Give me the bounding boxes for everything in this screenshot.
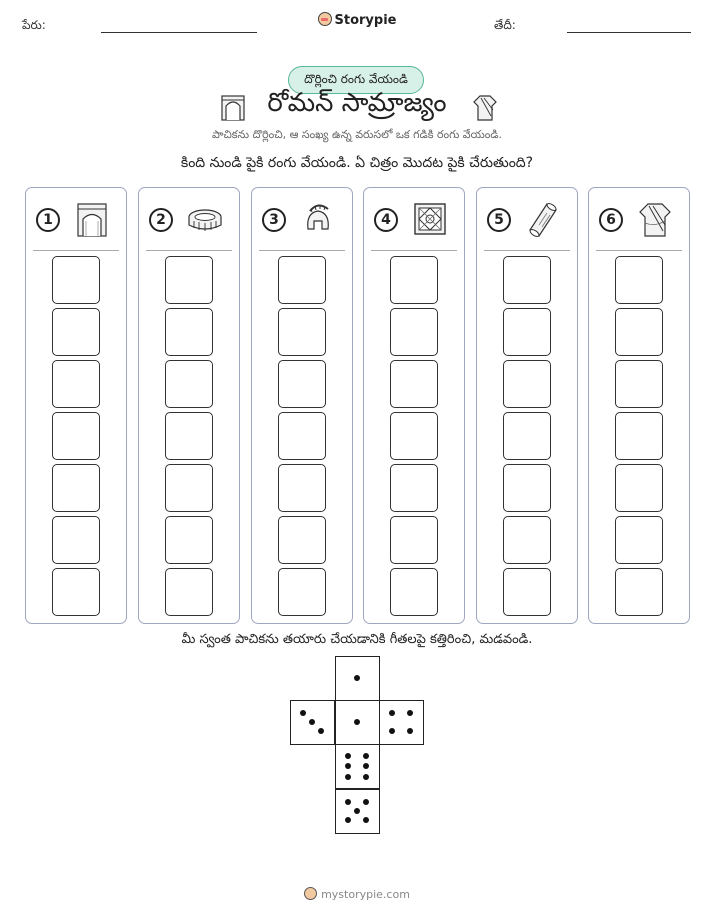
color-cell[interactable] xyxy=(278,256,326,304)
color-cell[interactable] xyxy=(165,568,213,616)
footer xyxy=(0,887,714,901)
date-line[interactable] xyxy=(567,32,691,33)
dice-pip xyxy=(318,728,324,734)
color-cell[interactable] xyxy=(165,412,213,460)
storypie-bear-icon xyxy=(304,887,317,900)
color-cell[interactable] xyxy=(503,360,551,408)
column-number: 2 xyxy=(149,208,173,232)
color-cell[interactable] xyxy=(165,360,213,408)
dice-pip xyxy=(345,753,351,759)
column-number: 6 xyxy=(599,208,623,232)
dice-pip xyxy=(345,817,351,823)
color-cell[interactable] xyxy=(278,308,326,356)
footer-url[interactable]: mystorypie.com xyxy=(321,888,410,901)
dice-pip xyxy=(363,753,369,759)
dice-face-4 xyxy=(379,700,424,745)
color-cell[interactable] xyxy=(503,412,551,460)
race-column-2 xyxy=(138,187,240,624)
color-cell[interactable] xyxy=(165,256,213,304)
dice-pip xyxy=(345,774,351,780)
column-number: 1 xyxy=(36,208,60,232)
color-cell[interactable] xyxy=(615,308,663,356)
toga-icon xyxy=(637,201,673,239)
mosaic-tile-icon xyxy=(412,201,448,239)
column-divider xyxy=(259,250,345,251)
color-cell[interactable] xyxy=(278,568,326,616)
color-cell[interactable] xyxy=(278,464,326,512)
color-cell[interactable] xyxy=(503,464,551,512)
subtitle: పాచికను దొర్లించి, ఆ సంఖ్య ఉన్న వరుసలో ఒక గడికి రంగు వేయండి. xyxy=(212,128,502,141)
race-column-4 xyxy=(363,187,465,624)
date-label: తేదీ: xyxy=(494,18,516,32)
column-number: 4 xyxy=(374,208,398,232)
color-cell[interactable] xyxy=(615,412,663,460)
color-cell[interactable] xyxy=(503,256,551,304)
dice-pip xyxy=(363,774,369,780)
color-cell[interactable] xyxy=(52,464,100,512)
dice-pip xyxy=(389,728,395,734)
brand-logo xyxy=(0,12,714,28)
color-cell[interactable] xyxy=(278,412,326,460)
color-cell[interactable] xyxy=(390,360,438,408)
color-cell[interactable] xyxy=(615,360,663,408)
name-label: పేరు: xyxy=(22,18,46,32)
color-cell[interactable] xyxy=(615,516,663,564)
color-cell[interactable] xyxy=(615,464,663,512)
race-column-3 xyxy=(251,187,353,624)
instruction: కింది నుండి పైకి రంగు వేయండి. ఏ చిత్రం మొదట పైకి చేరుతుంది? xyxy=(180,155,534,171)
color-cell[interactable] xyxy=(165,308,213,356)
color-cell[interactable] xyxy=(52,308,100,356)
race-column-6 xyxy=(588,187,690,624)
colosseum-icon xyxy=(187,201,223,239)
race-column-1 xyxy=(25,187,127,624)
name-line[interactable] xyxy=(101,32,257,33)
color-cell[interactable] xyxy=(278,360,326,408)
color-cell[interactable] xyxy=(503,516,551,564)
dice-pip xyxy=(363,763,369,769)
column-divider xyxy=(596,250,682,251)
storypie-bear-icon xyxy=(318,12,332,26)
activity-badge: దొర్లించి రంగు వేయండి xyxy=(288,66,424,94)
scroll-icon xyxy=(525,201,561,239)
color-cell[interactable] xyxy=(165,464,213,512)
color-cell[interactable] xyxy=(503,308,551,356)
column-number: 3 xyxy=(262,208,286,232)
column-divider xyxy=(33,250,119,251)
dice-pip xyxy=(309,719,315,725)
color-cell[interactable] xyxy=(390,256,438,304)
column-divider xyxy=(146,250,232,251)
color-cell[interactable] xyxy=(52,256,100,304)
toga-icon xyxy=(472,94,498,122)
color-cell[interactable] xyxy=(615,256,663,304)
dice-face-1 xyxy=(335,700,380,745)
color-cell[interactable] xyxy=(390,308,438,356)
column-number: 5 xyxy=(487,208,511,232)
race-column-5 xyxy=(476,187,578,624)
color-cell[interactable] xyxy=(278,516,326,564)
dice-pip xyxy=(345,763,351,769)
dice-pip xyxy=(407,710,413,716)
color-cell[interactable] xyxy=(52,360,100,408)
dice-pip xyxy=(354,719,360,725)
dice-face-1 xyxy=(335,656,380,701)
color-cell[interactable] xyxy=(390,464,438,512)
color-cell[interactable] xyxy=(390,568,438,616)
cut-instruction: మీ స్వంత పాచికను తయారు చేయడానికి గీతలపై కత్తిరించి, మడవండి. xyxy=(181,632,533,647)
column-divider xyxy=(484,250,570,251)
color-cell[interactable] xyxy=(390,412,438,460)
brand-name: Storypie xyxy=(334,13,397,28)
dice-pip xyxy=(300,710,306,716)
dice-pip xyxy=(389,710,395,716)
dice-pip xyxy=(363,799,369,805)
dice-face-5 xyxy=(335,789,380,834)
roman-helmet-icon xyxy=(300,201,336,239)
dice-pip xyxy=(363,817,369,823)
color-cell[interactable] xyxy=(615,568,663,616)
color-cell[interactable] xyxy=(503,568,551,616)
color-cell[interactable] xyxy=(165,516,213,564)
column-divider xyxy=(371,250,457,251)
color-cell[interactable] xyxy=(390,516,438,564)
color-cell[interactable] xyxy=(52,412,100,460)
dice-pip xyxy=(354,675,360,681)
page-title: రోమన్ సామ్రాజ్యం xyxy=(267,88,447,118)
color-cell[interactable] xyxy=(52,516,100,564)
dice-pip xyxy=(345,799,351,805)
dice-face-6 xyxy=(335,744,380,789)
color-cell[interactable] xyxy=(52,568,100,616)
dice-pip xyxy=(407,728,413,734)
dice-pip xyxy=(354,808,360,814)
aqueduct-icon xyxy=(74,201,110,239)
dice-face-3 xyxy=(290,700,335,745)
